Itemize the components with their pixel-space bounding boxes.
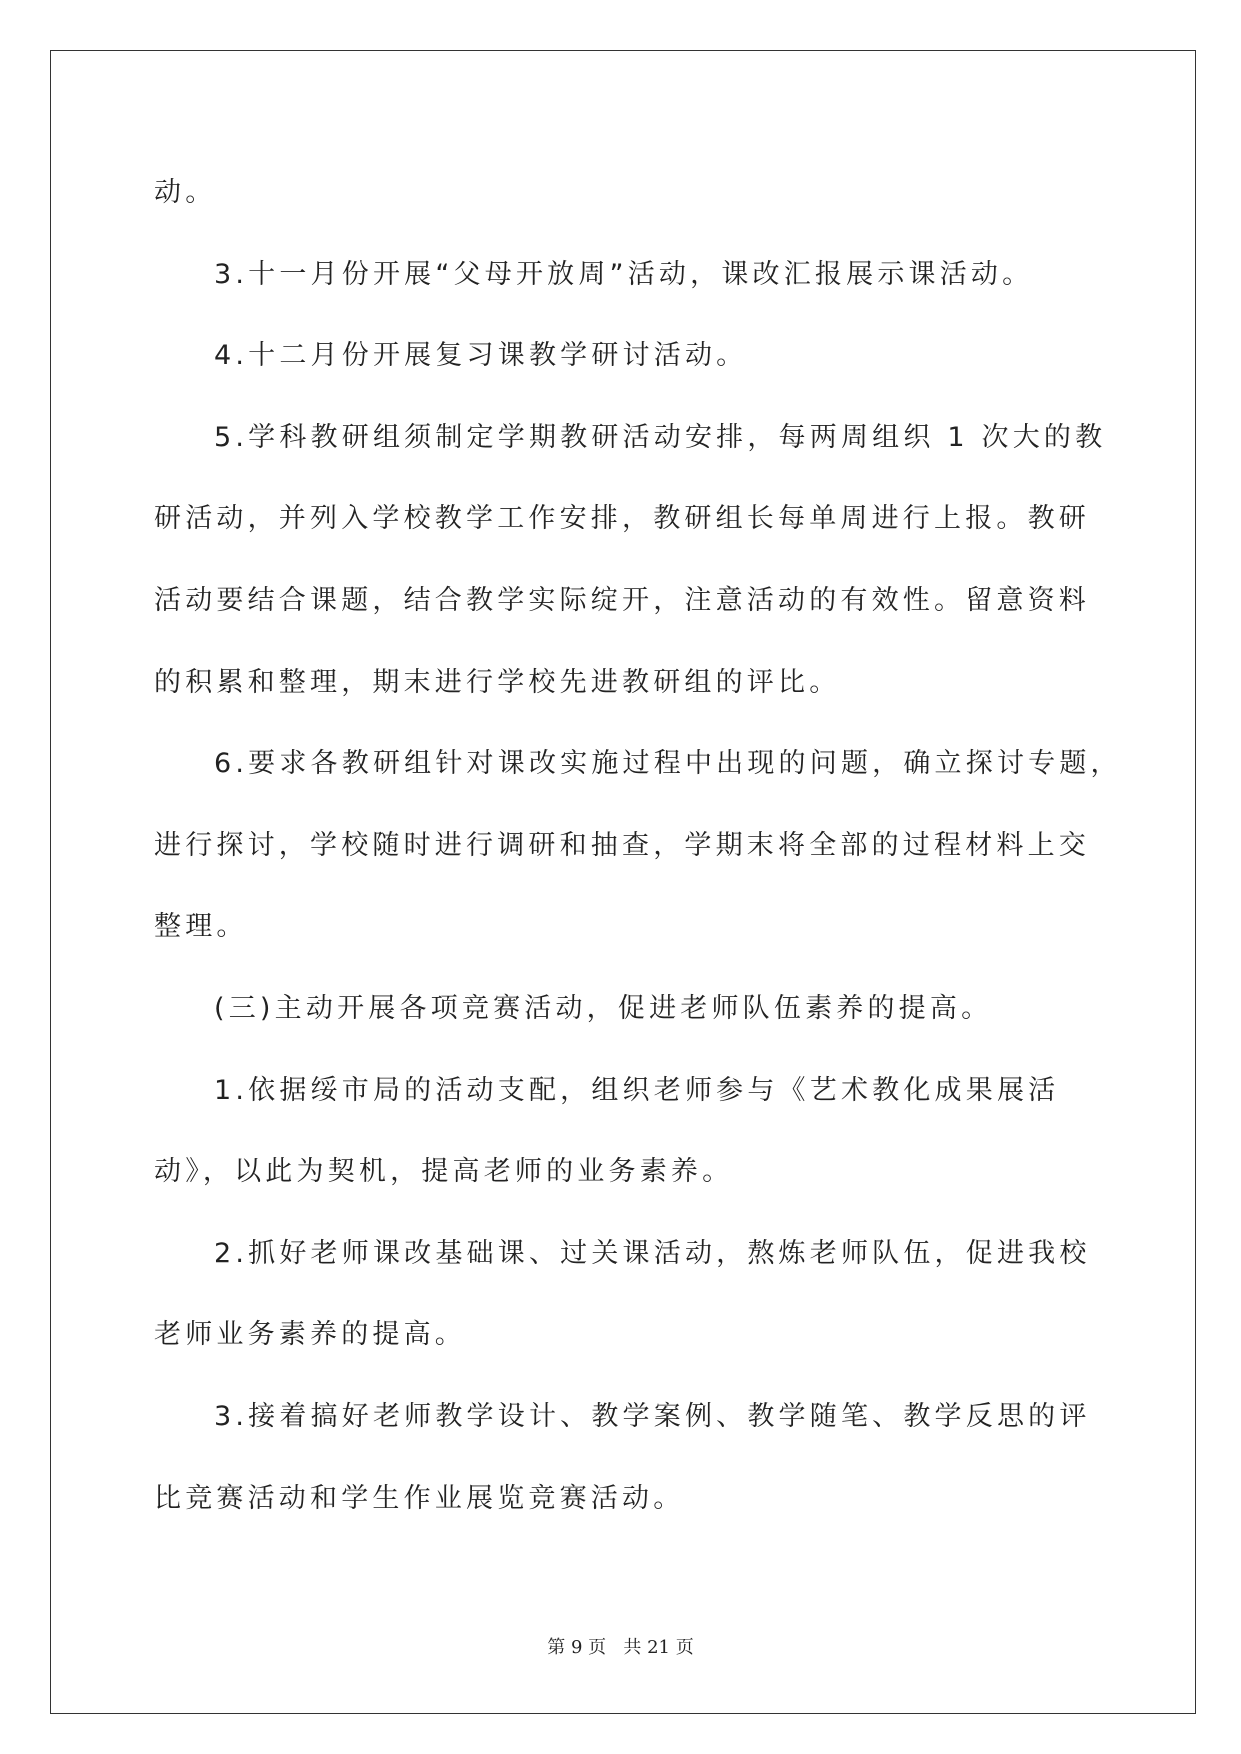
- text-line: 2.抓好老师课改基础课、过关课活动，熬炼老师队伍，促进我校: [214, 1237, 1091, 1269]
- text-line: 比竞赛活动和学生作业展览竞赛活动。: [154, 1482, 685, 1514]
- text-line: 4.十二月份开展复习课教学研讨活动。: [214, 340, 748, 372]
- text-line: 整理。: [154, 911, 248, 943]
- text-line: 活动要结合课题，结合教学实际绽开，注意活动的有效性。留意资料: [154, 584, 1090, 616]
- text-line: 动》，以此为契机，提高老师的业务素养。: [154, 1156, 734, 1188]
- text-line: 动。: [154, 177, 217, 208]
- text-line: 进行探讨，学校随时进行调研和抽查，学期末将全部的过程材料上交: [154, 829, 1090, 861]
- text-line: 研活动，并列入学校教学工作安排，教研组长每单周进行上报。教研: [154, 503, 1090, 535]
- text-line: 5.学科教研组须制定学期教研活动安排，每两周组织 1 次大的教: [214, 421, 1107, 453]
- text-line: 3.接着搞好老师教学设计、教学案例、教学随笔、教学反思的评: [214, 1400, 1091, 1432]
- text-line: 的积累和整理，期末进行学校先进教研组的评比。: [154, 666, 841, 698]
- text-line: 3.十一月份开展“父母开放周”活动，课改汇报展示课活动。: [214, 258, 1034, 290]
- document-body: [154, 152, 1154, 1539]
- page-number-footer: 第 9 页 共 21 页: [547, 1637, 694, 1658]
- text-line: 老师业务素养的提高。: [154, 1319, 466, 1351]
- text-line: 6.要求各教研组针对课改实施过程中出现的问题，确立探讨专题，: [214, 748, 1122, 780]
- section-heading: (三)主动开展各项竞赛活动，促进老师队伍素养的提高。: [214, 992, 993, 1024]
- text-line: 1.依据绥市局的活动支配，组织老师参与《艺术教化成果展活: [214, 1074, 1060, 1106]
